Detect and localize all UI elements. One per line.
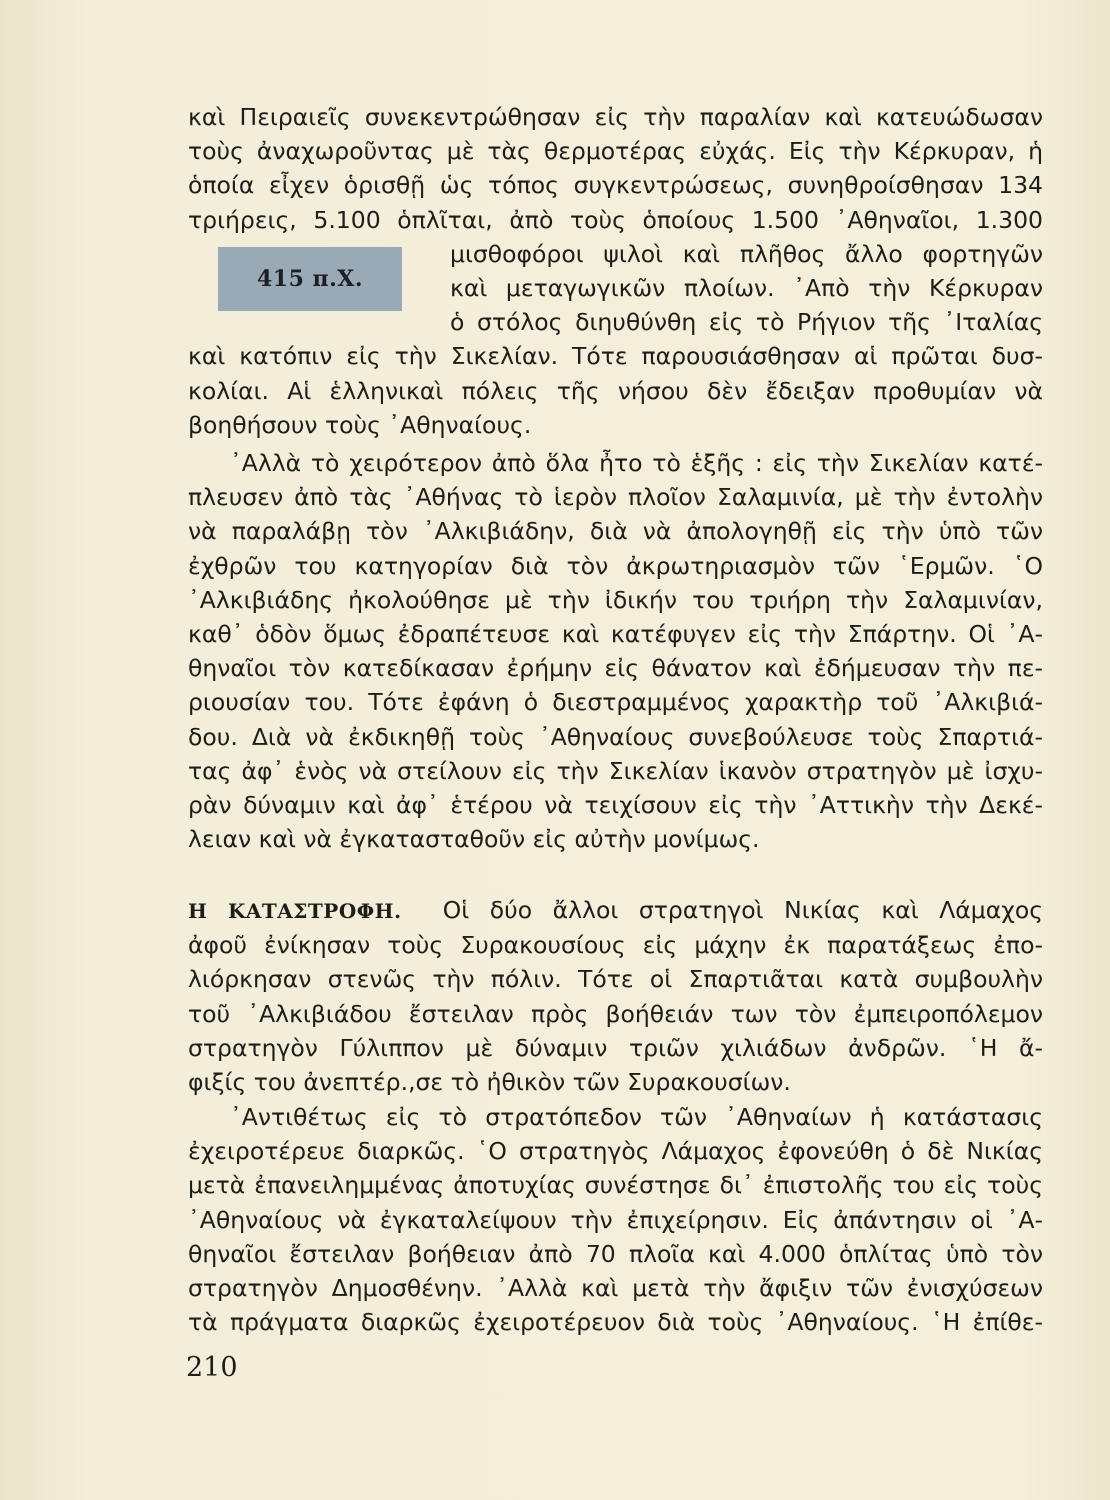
text-line: κολίαι. Αἱ ἑλληνικαὶ πόλεις τῆς νήσου δὲν ἔδειξαν προθυμίαν νὰ xyxy=(188,376,1043,405)
text-line: ᾿Αλλὰ τὸ χειρότερον ἀπὸ ὅλα ἦτο τὸ ἑξῆς : εἰς τὴν Σικελίαν κατέ- xyxy=(230,449,1043,477)
text-line: μισθοφόροι ψιλοὶ καὶ πλῆθος ἄλλο φορτηγῶν xyxy=(450,239,1043,268)
text-line: φιξίς του ἀνεπτέρ.,σε τὸ ἠθικὸν τῶν Συρακουσίων. xyxy=(188,1068,791,1097)
paragraph-3 xyxy=(188,893,1043,1099)
margin-date-note: 415 π.Χ. xyxy=(218,247,402,311)
paragraph-2 xyxy=(188,446,1043,856)
text-line: ὁποία εἶχεν ὁρισθῇ ὡς τόπος συγκεντρώσεως, συνηθροίσθησαν 134 xyxy=(188,171,1043,200)
paragraph-4 xyxy=(188,1100,1043,1339)
text-line: θηναῖοι ἔστειλαν βοήθειαν ἀπὸ 70 πλοῖα καὶ 4.000 ὁπλίτας ὑπὸ τὸν xyxy=(188,1239,1043,1268)
text-line: δου. Διὰ νὰ ἐκδικηθῇ τοὺς ᾿Αθηναίους συνεβούλευσε τοὺς Σπαρτιά- xyxy=(188,722,1043,751)
text-line: ἀφοῦ ἐνίκησαν τοὺς Συρακουσίους εἰς μάχην ἐκ παρατάξεως ἐπο- xyxy=(188,931,1043,960)
text-line xyxy=(188,893,1043,928)
section-heading: Η ΚΑΤΑΣΤΡΟΦΗ. xyxy=(188,899,402,923)
text-line: ἐχειροτέρευε διαρκῶς. ῾Ο στρατηγὸς Λάμαχος ἐφονεύθη ὁ δὲ Νικίας xyxy=(188,1137,1043,1166)
text-line: ὁ στόλος διηυθύνθη εἰς τὸ Ρήγιον τῆς ᾿Ιταλίας xyxy=(450,308,1043,337)
heading-continuation: Οἱ δύο ἄλλοι στρατηγοὶ Νικίας καὶ Λάμαχος xyxy=(442,896,1043,924)
paragraph-1 xyxy=(188,100,1043,442)
page-number: 210 xyxy=(186,1352,238,1383)
text-line: καὶ μεταγωγικῶν πλοίων. ᾿Απὸ τὴν Κέρκυραν xyxy=(450,274,1043,303)
text-line: πλευσεν ἀπὸ τὰς ᾿Αθήνας τὸ ἱερὸν πλοῖον Σαλαμινία, μὲ τὴν ἐντολὴν xyxy=(188,483,1043,512)
text-line: τὰ πράγματα διαρκῶς ἐχειροτέρευον διὰ τοὺς ᾿Αθηναίους. ῾Η ἐπίθε- xyxy=(188,1308,1043,1337)
text-line: νὰ παραλάβῃ τὸν ᾿Αλκιβιάδην, διὰ νὰ ἀπολογηθῇ εἰς τὴν ὑπὸ τῶν xyxy=(188,517,1043,546)
text-line: ἐχθρῶν του κατηγορίαν διὰ τὸν ἀκρωτηριασμὸν τῶν ῾Ερμῶν. ῾Ο xyxy=(188,551,1043,580)
text-line: λειαν καὶ νὰ ἐγκατασταθοῦν εἰς αὐτὴν μονίμως. xyxy=(188,825,760,854)
text-line: τας ἀφ᾿ ἑνὸς νὰ στείλουν εἰς τὴν Σικελίαν ἱκανὸν στρατηγὸν μὲ ἰσχυ- xyxy=(188,756,1043,785)
text-line: τοῦ ᾿Αλκιβιάδου ἔστειλαν πρὸς βοήθειάν των τὸν ἐμπειροπόλεμον xyxy=(188,999,1043,1028)
text-line: στρατηγὸν Δημοσθένην. ᾿Αλλὰ καὶ μετὰ τὴν ἄφιξιν τῶν ἐνισχύσεων xyxy=(188,1274,1043,1303)
text-line: τοὺς ἀναχωροῦντας μὲ τὰς θερμοτέρας εὐχάς. Εἰς τὴν Κέρκυραν, ἡ xyxy=(188,137,1043,166)
text-line: ριουσίαν του. Τότε ἐφάνη ὁ διεστραμμένος χαρακτὴρ τοῦ ᾿Αλκιβιά- xyxy=(188,688,1043,717)
text-line: καὶ κατόπιν εἰς τὴν Σικελίαν. Τότε παρουσιάσθησαν αἱ πρῶται δυσ- xyxy=(188,342,1043,371)
text-line: βοηθήσουν τοὺς ᾿Αθηναίους. xyxy=(188,410,532,439)
text-line: στρατηγὸν Γύλιππον μὲ δύναμιν τριῶν χιλιάδων ἀνδρῶν. ῾Η ἄ- xyxy=(188,1033,1043,1062)
text-line: τριήρεις, 5.100 ὁπλῖται, ἀπὸ τοὺς ὁποίους 1.500 ᾿Αθηναῖοι, 1.300 xyxy=(188,205,1043,234)
text-line: καθ᾿ ὁδὸν ὅμως ἐδραπέτευσε καὶ κατέφυγεν εἰς τὴν Σπάρτην. Οἱ ᾿Α- xyxy=(188,620,1043,649)
text-line: λιόρκησαν στενῶς τὴν πόλιν. Τότε οἱ Σπαρτιᾶται κατὰ συμβουλὴν xyxy=(188,965,1043,994)
text-line: καὶ Πειραιεῖς συνεκεντρώθησαν εἰς τὴν παραλίαν καὶ κατευώδωσαν xyxy=(188,103,1043,131)
text-line: ρὰν δύναμιν καὶ ἀφ᾿ ἑτέρου νὰ τειχίσουν εἰς τὴν ᾿Αττικὴν τὴν Δεκέ- xyxy=(188,791,1043,820)
text-line: θηναῖοι τὸν κατεδίκασαν ἐρήμην εἰς θάνατον καὶ ἐδήμευσαν τὴν πε- xyxy=(188,654,1043,683)
text-line: ᾿Αθηναίους νὰ ἐγκαταλείψουν τὴν ἐπιχείρησιν. Εἰς ἀπάντησιν οἱ ᾿Α- xyxy=(188,1205,1043,1234)
text-line: μετὰ ἐπανειλημμένας ἀποτυχίας συνέστησε δι᾿ ἐπιστολῆς του εἰς τοὺς xyxy=(188,1171,1043,1200)
text-line: ᾿Αντιθέτως εἰς τὸ στρατόπεδον τῶν ᾿Αθηναίων ἡ κατάστασις xyxy=(230,1103,1043,1131)
text-line: ᾿Αλκιβιάδης ἠκολούθησε μὲ τὴν ἰδικήν του τριήρη τὴν Σαλαμινίαν, xyxy=(188,585,1043,614)
